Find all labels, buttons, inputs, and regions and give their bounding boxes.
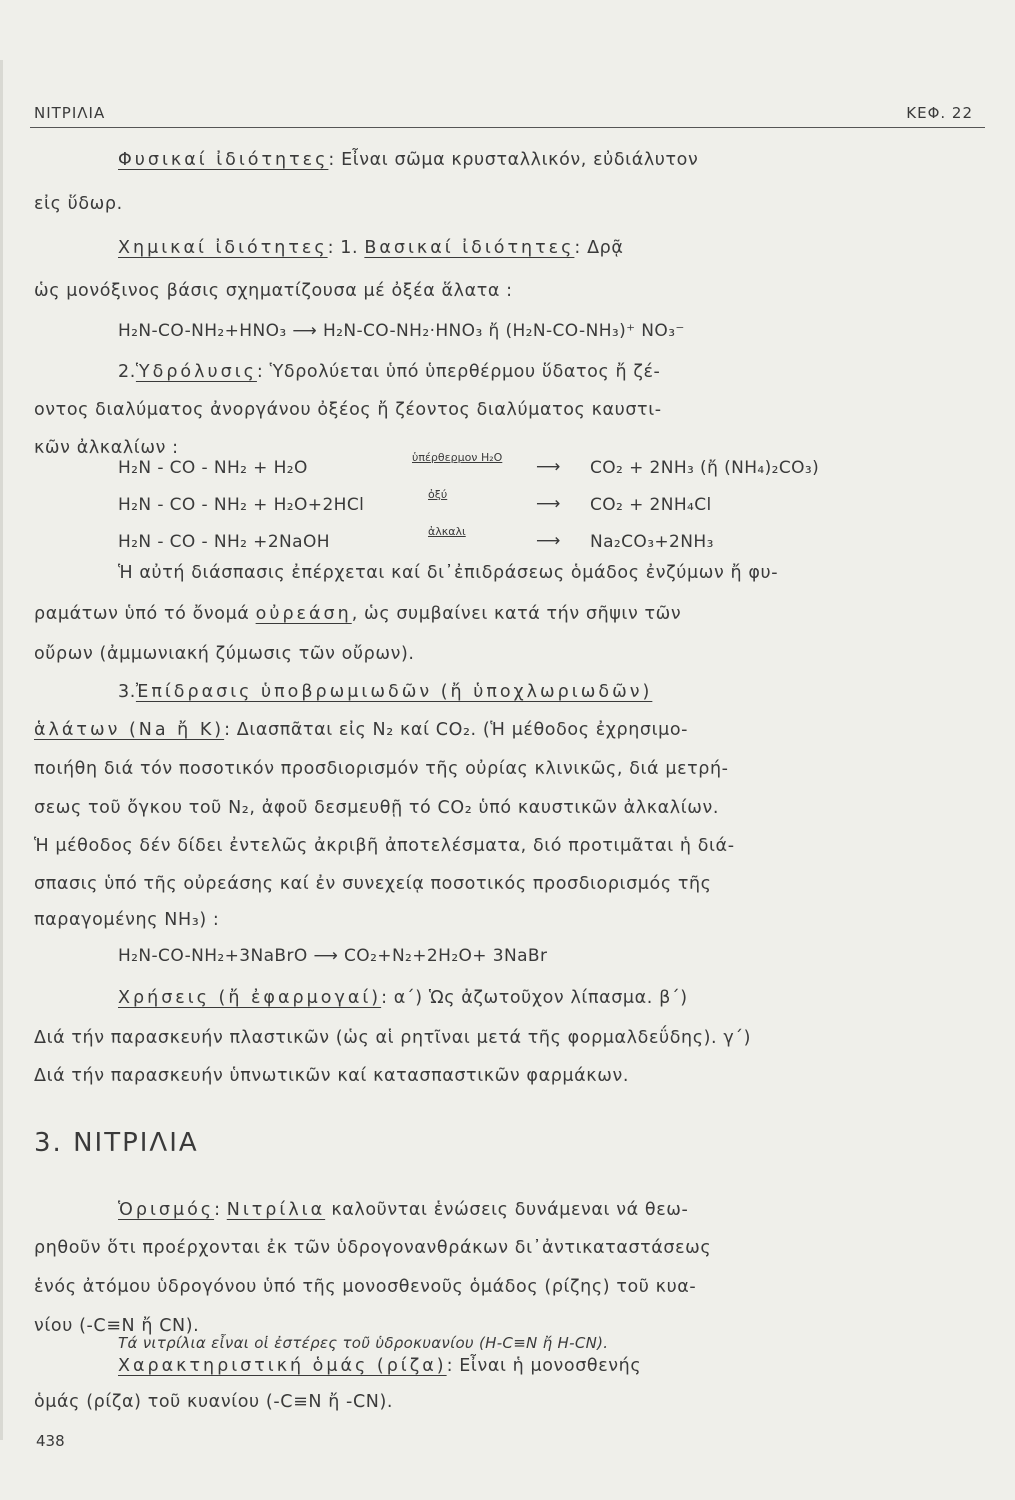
characteristic-group-line-1 <box>118 1358 641 1376</box>
running-header-title: ΝΙΤΡΙΛΙΑ <box>34 104 106 122</box>
physical-properties-heading: Φυσικαί ἰδιότητες <box>118 150 329 170</box>
hypobromite-line-3: ποιήθη διά τόν ποσοτικόν προσδιορισμόν τῆς οὐρίας κλινικῶς, διά μετρή- <box>34 759 729 779</box>
chemical-properties-heading: Χημικαί ἰδιότητες <box>118 238 328 258</box>
definition-colon: : <box>214 1200 221 1220</box>
hypobromite-line-5: Ἡ μέθοδος δέν δίδει ἐντελῶς ἀκριβῆ ἀποτελέσματα, διό προτιμᾶται ἡ διά- <box>34 836 735 856</box>
hypobromite-line-6: σπασις ὑπό τῆς οὐρεάσης καί ἐν συνεχείᾳ ποσοτικός προσδιορισμός τῆς <box>34 874 712 894</box>
urease-term: οὐρεάση <box>255 604 352 624</box>
hypobromite-line-7: παραγομένης NH₃) : <box>34 910 220 930</box>
condition-acid: ὀξύ <box>428 488 448 501</box>
basic-properties-tail: : Δρᾷ <box>574 238 624 258</box>
condition-superheated-water: ὑπέρθερμον H₂O <box>412 451 503 464</box>
hydrolysis-line-3: κῶν ἀλκαλίων : <box>34 438 179 458</box>
urease-paragraph-line-3: οὔρων (ἀμμωνιακή ζύμωσις τῶν οὔρων). <box>34 644 415 664</box>
equation-hydrolysis-water-left: H₂N - CO - NH₂ + H₂O <box>118 458 308 478</box>
hydrolysis-line-2: οντος διαλύματος ἀνοργάνου ὀξέος ἤ ζέοντος διαλύματος καυστι- <box>34 400 662 420</box>
characteristic-group-line-1-tail: : Εἶναι ἡ μονοσθενής <box>446 1356 642 1376</box>
hydrolysis-line-1-tail: : Ὑδρολύεται ὑπό ὑπερθέρμου ὕδατος ἤ ζέ- <box>256 362 661 382</box>
definition-line-1 <box>118 1202 688 1220</box>
uses-line-1 <box>118 990 688 1008</box>
equation-hydrolysis-water-right: CO₂ + 2NH₃ (ἤ (NH₄)₂CO₃) <box>590 458 820 478</box>
definition-heading: Ὁρισμός <box>118 1200 215 1220</box>
chemical-properties-line-1 <box>118 240 623 258</box>
hypobromite-line-1 <box>118 684 652 702</box>
definition-line-4: νίου (-C≡N ἤ CN). <box>34 1316 200 1336</box>
characteristic-group-heading: Χαρακτηριστική ὁμάς (ρίζα) <box>118 1356 447 1376</box>
physical-properties-text: : Εἶναι σῶμα κρυσταλλικόν, εὐδιάλυτον <box>328 150 699 170</box>
header-rule <box>30 127 985 128</box>
nitriles-term: Νιτρίλια <box>226 1200 326 1220</box>
chemical-separator: : 1. <box>327 238 359 258</box>
hypobromite-line-4: σεως τοῦ ὄγκου τοῦ N₂, ἀφοῦ δεσμευθῇ τό CO₂ ὑπό καυστικῶν ἀλκαλίων. <box>34 798 720 818</box>
urease-text-a: ραμάτων ὑπό τό ὄνομά <box>34 604 250 624</box>
definition-line-1-tail: καλοῦνται ἑνώσεις δυνάμεναι νά θεω- <box>331 1200 689 1220</box>
hydrolysis-heading: Ὑδρόλυσις <box>135 362 257 382</box>
reaction-arrow: ⟶ <box>536 531 561 551</box>
reaction-arrow: ⟶ <box>536 457 561 477</box>
equation-hydrolysis-alkali-right: Na₂CO₃+2NH₃ <box>590 532 714 552</box>
uses-heading: Χρήσεις (ἤ ἐφαρμογαί) <box>118 988 382 1008</box>
section-title: 3. ΝΙΤΡΙΛΙΑ <box>34 1128 199 1158</box>
hypobromite-salts-heading: ἁλάτων (Na ἤ K) <box>34 720 225 740</box>
chemical-properties-line-2: ὡς μονόξινος βάσις σχηματίζουσα μέ ὀξέα ἅλατα : <box>34 281 513 301</box>
hypobromite-heading: Ἐπίδρασις ὑποβρωμιωδῶν (ἤ ὑποχλωριωδῶν) <box>135 682 653 702</box>
hypobromite-line-2-tail: : Διασπᾶται εἰς N₂ καί CO₂. (Ἡ μέθοδος ἐχρησιμο- <box>224 720 689 740</box>
hydrolysis-line-1 <box>118 364 660 382</box>
uses-line-1-tail: : α΄) Ὡς ἀζωτοῦχον λίπασμα. β΄) <box>381 988 688 1008</box>
urease-paragraph-line-1: Ἡ αὐτή διάσπασις ἐπέρχεται καί δι᾽ἐπιδράσεως ὁμάδος ἐνζύμων ἤ φυ- <box>118 563 779 583</box>
urease-paragraph-line-2 <box>34 606 681 624</box>
definition-line-2: ρηθοῦν ὅτι προέρχονται ἐκ τῶν ὑδρογονανθράκων δι᾽ἀντικαταστάσεως <box>34 1238 712 1258</box>
condition-alkali: ἀλκαλι <box>428 525 466 538</box>
page-number: 438 <box>36 1432 65 1450</box>
equation-nitrate-salt: H₂N-CO-NH₂+HNO₃ ⟶ H₂N-CO-NH₂·HNO₃ ἤ (H₂N-CO-NH₃)⁺ NO₃⁻ <box>118 321 685 341</box>
scan-edge <box>0 60 3 1440</box>
equation-hypobromite: H₂N-CO-NH₂+3NaBrO ⟶ CO₂+N₂+2H₂O+ 3NaBr <box>118 946 548 966</box>
physical-properties-line-1 <box>118 152 698 170</box>
hypobromite-number: 3. <box>118 682 136 702</box>
equation-hydrolysis-acid-right: CO₂ + 2NH₄Cl <box>590 495 712 515</box>
urease-text-c: , ὡς συμβαίνει κατά τήν σῆψιν τῶν <box>351 604 682 624</box>
characteristic-group-line-2: ὁμάς (ρίζα) τοῦ κυανίου (-C≡N ἤ -CN). <box>34 1392 394 1412</box>
equation-hydrolysis-acid-left: H₂N - CO - NH₂ + H₂O+2HCl <box>118 495 365 515</box>
running-header-chapter: ΚΕΦ. 22 <box>906 104 973 122</box>
uses-line-3: Διά τήν παρασκευήν ὑπνωτικῶν καί κατασπαστικῶν φαρμάκων. <box>34 1066 629 1086</box>
hydrolysis-number: 2. <box>118 362 136 382</box>
hypobromite-line-2 <box>34 722 688 740</box>
uses-line-2: Διά τήν παρασκευήν πλαστικῶν (ὡς αἱ ρητῖναι μετά τῆς φορμαλδεΰδης). γ΄) <box>34 1028 752 1048</box>
basic-properties-heading: Βασικαί ἰδιότητες <box>364 238 575 258</box>
handwritten-note: Τά νιτρίλια εἶναι οἱ ἐστέρες τοῦ ὑδροκυανίου (H-C≡N ἤ H-CN). <box>118 1334 609 1352</box>
definition-line-3: ἑνός ἀτόμου ὑδρογόνου ὑπό τῆς μονοσθενοῦς ὁμάδος (ρίζης) τοῦ κυα- <box>34 1277 697 1297</box>
reaction-arrow: ⟶ <box>536 494 561 514</box>
equation-hydrolysis-alkali-left: H₂N - CO - NH₂ +2NaOH <box>118 532 330 552</box>
physical-properties-line-2: εἰς ὕδωρ. <box>34 194 123 214</box>
